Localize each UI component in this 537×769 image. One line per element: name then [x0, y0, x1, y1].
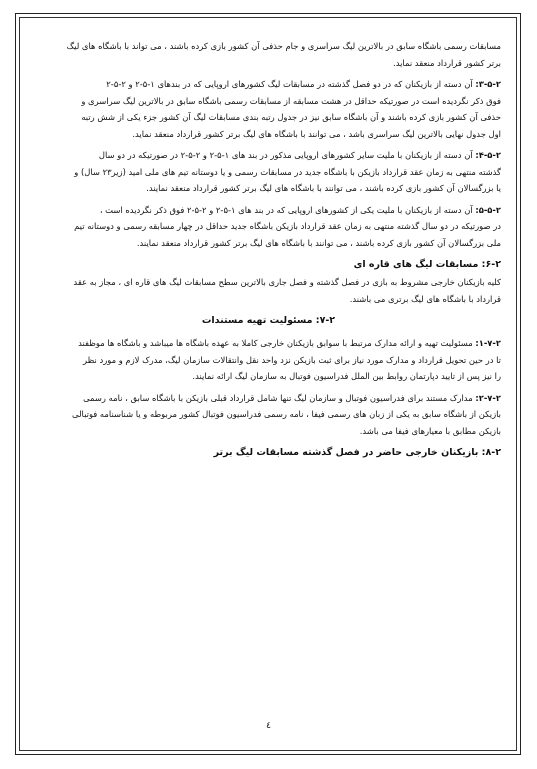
text-line	[36, 335, 501, 352]
text-line: فوق ذکر نگردیده است در صورتیکه حداقل در هشت مسابقه از مسابقات رسمی باشگاه سابق در بالاترین لیگ سراسری و	[81, 95, 501, 106]
text-line	[36, 202, 501, 219]
text-line: حذفی آن کشور بازی کرده باشند و آن باشگاه سابق نیز در جدول رتبه بندی مسابقات لیگ آن کشور جزء یکی از شش رتبه	[81, 112, 501, 122]
text-span: آن دسته از بازیکنان با ملیت سایر کشورهای اروپایی مذکور در بند های ۱-۵-۲ و ۲-۵-۲ در صورتیکه در دو سال	[98, 150, 476, 160]
text-line	[36, 390, 501, 407]
clause-number: ۳-۵-۲:	[475, 79, 501, 89]
text-span: آن دسته از بازیکنان که در دو فصل گذشته در مسابقات لیگ کشورهای اروپایی که در بندهای ۱-۵-۲ و ۲-۵-۲	[106, 79, 476, 89]
text-line: برتر کشور قرارداد منعقد نماید.	[393, 57, 501, 68]
document-body	[36, 38, 501, 739]
paragraph-2-5-4	[36, 147, 501, 197]
text-span: آن دسته از بازیکنان با ملیت یکی از کشورهای اروپایی که در بند های ۱-۵-۲ و ۲-۵-۲ فوق ذکر نگردیده است ،	[99, 204, 476, 215]
text-line: گذشته منتهی به زمان عقد قرارداد بازیکن با باشگاه جدید در مسابقات رسمی و یا دوستانه تیم های ملی امید (زیر۲۳ سال) و	[74, 166, 501, 177]
clause-number: ۴-۵-۲:	[475, 150, 501, 160]
paragraph-2-5-5	[36, 202, 501, 252]
text-line: در صورتیکه در دو سال گذشته منتهی به زمان عقد قرارداد بازیکن باشگاه جدید حداقل در چهار مسابقه رسمی و دوستانه تیم	[74, 221, 501, 231]
section-heading: ۷-۲: مسئولیت تهیه مستندات	[201, 315, 336, 326]
text-line	[36, 147, 501, 164]
paragraph-2-7-1	[36, 335, 501, 385]
section-heading: ۶-۲: مسابقات لیگ های قاره ای	[353, 259, 501, 270]
text-line: مسابقات رسمی باشگاه سابق در بالاترین لیگ سراسری و جام حذفی آن کشور بازی کرده باشند ، می تواند با باشگاه های لیگ	[66, 41, 501, 51]
section-2-8	[36, 444, 501, 462]
text-line: بازیکن مطابق با معیارهای فیفا می باشد.	[359, 425, 501, 436]
text-line: بازیکن از باشگاه سابق به یکی از زبان های رسمی فیفا ، نامه رسمی فدراسیون فوتبال کشور مربوطه و یا شناسنامه فوتبالی	[72, 409, 501, 419]
text-line: تا در حین تحویل قرارداد و مدارک مورد نیاز برای ثبت بازیکن نزد واحد نقل وانتقالات سازمان لیگ، مدرک لازم و مورد نظر	[82, 354, 501, 365]
paragraph-intro	[36, 38, 501, 71]
clause-number: ۱-۷-۲:	[475, 338, 501, 348]
text-line: را نیز پس از تایید دپارتمان روابط بین الملل فدراسیون فوتبال به سازمان لیگ ارائه نمایند.	[192, 371, 501, 381]
text-span: مسئولیت تهیه و ارائه مدارک مرتبط با سوابق بازیکنان خارجی کاملا به عهده باشگاه ها میباشد و باشگاه ها موظفند	[78, 338, 476, 348]
section-heading: ۸-۲: بازیکنان خارجی حاضر در فصل گذشته مسابقات لیگ برتر	[213, 447, 501, 458]
text-line: یا بزرگسالان آن کشور بازی کرده باشند ، می توانند با باشگاه های لیگ برتر کشور قرارداد منعقد نمایند.	[146, 183, 501, 193]
text-line: ملی بزرگسالان آن کشور بازی کرده باشند ، می توانند با باشگاه های لیگ برتر کشور قرارداد منعقد نمایند.	[136, 237, 501, 248]
section-2-7	[36, 312, 501, 330]
text-line: کلیه بازیکنان خارجی مشروط به بازی در فصل گذشته و فصل جاری بالاترین سطح مسابقات لیگ های قاره ای ، مجاز به عقد	[73, 277, 501, 287]
paragraph-2-7-2	[36, 390, 501, 440]
text-span: مدارک مستند برای فدراسیون فوتبال و سازمان لیگ تنها شامل قرارداد قبلی بازیکن با باشگاه سابق ، نامه رسمی	[83, 392, 476, 403]
text-line: اول جدول نهایی بالاترین لیگ سراسری باشد ، می توانند با باشگاه های لیگ برتر کشور قرارداد منعقد نماید.	[132, 128, 501, 139]
text-line: قرارداد با باشگاه های لیگ برتری می باشند.	[349, 293, 501, 304]
page-number: ٤	[266, 721, 271, 731]
section-2-6	[36, 256, 501, 307]
text-line	[36, 76, 501, 93]
clause-number: ۵-۵-۲:	[475, 204, 501, 215]
paragraph-2-5-3	[36, 76, 501, 142]
clause-number: ۲-۷-۲:	[475, 392, 501, 403]
